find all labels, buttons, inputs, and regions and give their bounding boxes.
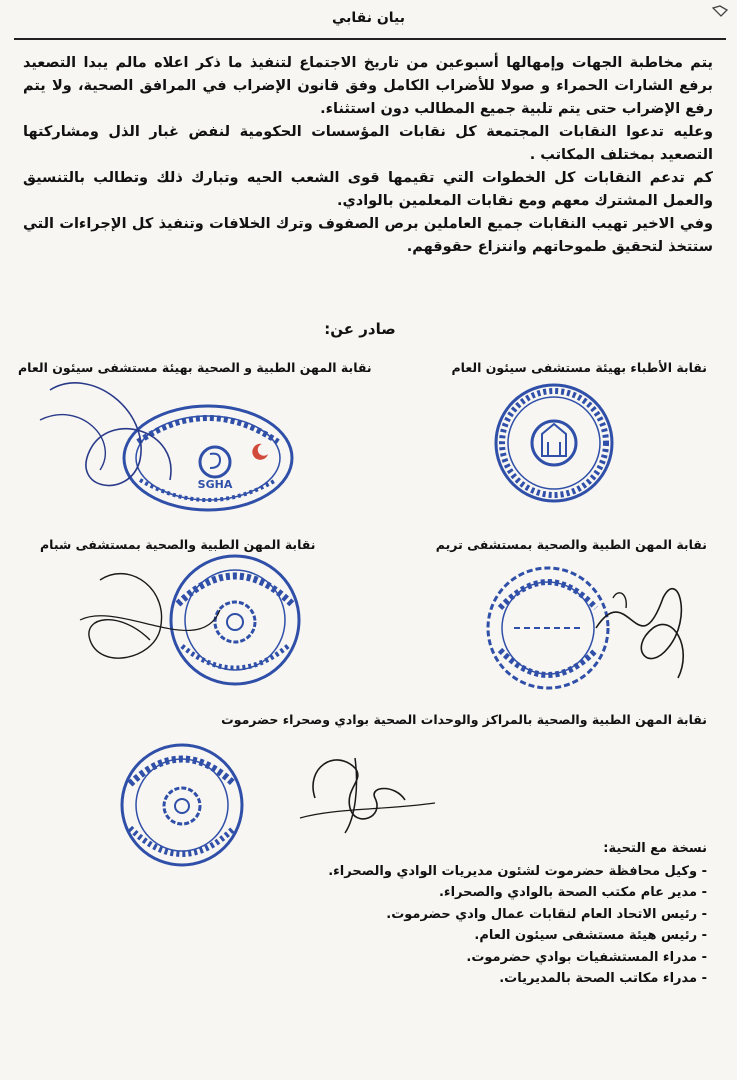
statement-paragraph: كم تدعم النقابات كل الخطوات التي تقيمها قوى الشعب الحيه وتبارك ذلك وتطالب بالتنسيق والعمل المشترك معهم ومع نقابات المعلمين بالوادي. <box>23 170 713 209</box>
tarim-seal <box>478 558 703 698</box>
shibam-union-seal <box>60 550 310 690</box>
copy-recipient: - مدراء المستشفيات بوادي حضرموت. <box>287 947 707 969</box>
centers-union-seal <box>112 740 252 870</box>
signatory-medical-centers: نقابة المهن الطبية والصحية بالمراكز والوحدات الصحية بوادي وصحراء حضرموت <box>221 712 707 727</box>
copy-recipient: - مدراء مكاتب الصحة بالمديريات. <box>287 968 707 990</box>
copy-recipient: - وكيل محافظة حضرموت لشئون مديريات الوادي والصحراء. <box>287 861 707 883</box>
issued-by-heading: صادر عن: <box>324 320 396 338</box>
copy-recipient: - رئيس الاتحاد العام لنقابات عمال وادي حضرموت. <box>287 904 707 926</box>
header-divider <box>14 38 726 40</box>
signatory-medical-shibam: نقابة المهن الطبية والصحية بمستشفى شبام <box>40 537 316 552</box>
signatory-medical-seiyun: نقابة المهن الطبية و الصحية بهيئة مستشفى سيئون العام <box>18 360 372 375</box>
sgha-seal-abbr: SGHA <box>197 478 233 491</box>
statement-paragraph: وفي الاخير تهيب النقابات جميع العاملين برص الصفوف وترك الخلافات وتنفيذ كل الإجراءات التي ستتخذ لتحقيق طموحاتهم وانتزاع حقوقهم. <box>23 216 713 255</box>
copies-list <box>287 861 707 990</box>
seiyun-doctors-seal <box>484 378 624 508</box>
sgha-seal <box>30 370 300 530</box>
document-title: بيان نقابي <box>331 10 406 26</box>
statement-paragraph: يتم مخاطبة الجهات وإمهالها أسبوعين من تاريخ الاجتماع لتنفيذ ما ذكر اعلاه مالم يبدا التصعيد برفع الشارات الحمراء و صولا للأضراب الكامل وفق قانون الإضراب في المرافق الصحية، ولا يتم رفع الإضراب حتى يتم تلبية جميع المطالب دون استثناء. <box>23 55 713 117</box>
signatory-medical-tarim: نقابة المهن الطبية والصحية بمستشفى تريم <box>435 537 707 552</box>
statement-paragraph: وعليه تدعوا النقابات المجتمعة كل نقابات المؤسسات الحكومية لنفض غبار الذل ومشاركتها التصعيد بمختلف المكاتب . <box>23 124 713 163</box>
signatory-doctors-seiyun: نقابة الأطباء بهيئة مستشفى سيئون العام <box>451 360 707 375</box>
copies-title: نسخة مع التحية: <box>603 841 707 856</box>
copy-recipient: - رئيس هيئة مستشفى سيئون العام. <box>287 925 707 947</box>
statement-body <box>23 52 713 259</box>
copy-recipient: - مدير عام مكتب الصحة بالوادي والصحراء. <box>287 882 707 904</box>
scan-corner-mark <box>711 4 729 18</box>
copies-section <box>287 838 707 990</box>
centers-signature <box>295 738 445 838</box>
